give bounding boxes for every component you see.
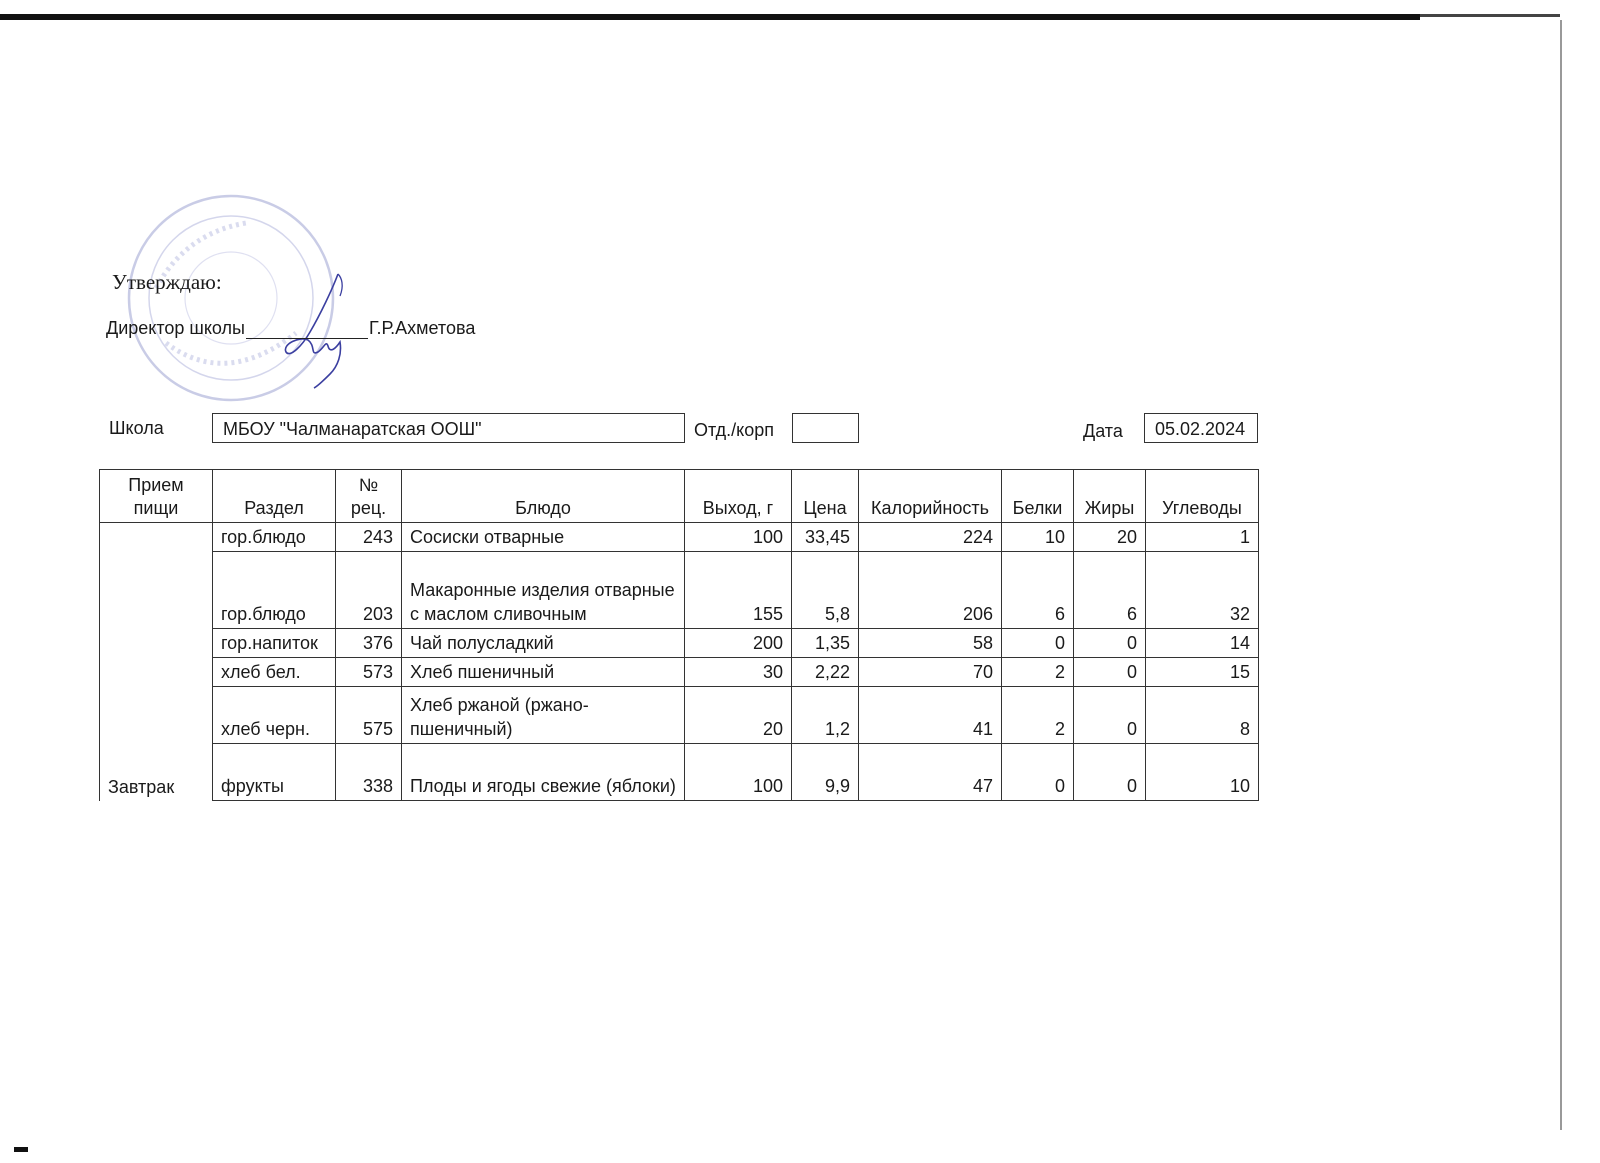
price-cell: 1,2: [792, 687, 859, 744]
price-cell: 2,22: [792, 658, 859, 687]
dish-cell: Сосиски отварные: [402, 523, 685, 552]
table-row: [100, 658, 1259, 687]
recipe-cell: 243: [336, 523, 402, 552]
table-row: [100, 523, 1259, 552]
recipe-cell: 338: [336, 744, 402, 801]
section-cell: гор.напиток: [213, 629, 336, 658]
proteins-cell: 10: [1002, 523, 1074, 552]
dish-cell: Хлеб ржаной (ржано-пшеничный): [402, 687, 685, 744]
director-name: Г.Р.Ахметова: [368, 318, 476, 338]
school-field: МБОУ "Чалманаратская ООШ": [212, 413, 685, 443]
col-carbs: Углеводы: [1146, 470, 1259, 523]
calories-cell: 47: [859, 744, 1002, 801]
carbs-cell: 1: [1146, 523, 1259, 552]
col-recipe: № рец.: [336, 470, 402, 523]
col-dish: Блюдо: [402, 470, 685, 523]
proteins-cell: 0: [1002, 629, 1074, 658]
recipe-cell: 575: [336, 687, 402, 744]
section-cell: гор.блюдо: [213, 523, 336, 552]
output-cell: 100: [685, 744, 792, 801]
col-output: Выход, г: [685, 470, 792, 523]
fats-cell: 0: [1074, 744, 1146, 801]
dish-cell: Макаронные изделия отварные с маслом сливочным: [402, 552, 685, 629]
section-cell: фрукты: [213, 744, 336, 801]
carbs-cell: 14: [1146, 629, 1259, 658]
section-cell: гор.блюдо: [213, 552, 336, 629]
col-calories: Калорийность: [859, 470, 1002, 523]
output-cell: 155: [685, 552, 792, 629]
calories-cell: 58: [859, 629, 1002, 658]
col-fats: Жиры: [1074, 470, 1146, 523]
carbs-cell: 10: [1146, 744, 1259, 801]
scan-mark: [14, 1147, 28, 1152]
section-cell: хлеб бел.: [213, 658, 336, 687]
table-row: [100, 744, 1259, 801]
calories-cell: 224: [859, 523, 1002, 552]
director-line: [106, 318, 475, 339]
scan-edge-right: [1560, 20, 1562, 1130]
fats-cell: 0: [1074, 629, 1146, 658]
fats-cell: 0: [1074, 658, 1146, 687]
carbs-cell: 8: [1146, 687, 1259, 744]
fats-cell: 6: [1074, 552, 1146, 629]
fats-cell: 20: [1074, 523, 1146, 552]
date-field: 05.02.2024: [1144, 413, 1258, 443]
carbs-cell: 32: [1146, 552, 1259, 629]
table-header-row: [100, 470, 1259, 523]
menu-table: [99, 469, 1259, 801]
signature-line: [246, 320, 368, 339]
director-label: Директор школы: [106, 318, 245, 338]
table-row: [100, 629, 1259, 658]
approve-label: Утверждаю:: [112, 270, 222, 294]
col-section: Раздел: [213, 470, 336, 523]
calories-cell: 206: [859, 552, 1002, 629]
calories-cell: 70: [859, 658, 1002, 687]
carbs-cell: 15: [1146, 658, 1259, 687]
scan-edge-top-right: [1420, 14, 1560, 17]
table-row: [100, 687, 1259, 744]
proteins-cell: 2: [1002, 687, 1074, 744]
output-cell: 20: [685, 687, 792, 744]
calories-cell: 41: [859, 687, 1002, 744]
proteins-cell: 0: [1002, 744, 1074, 801]
price-cell: 9,9: [792, 744, 859, 801]
section-cell: хлеб черн.: [213, 687, 336, 744]
recipe-cell: 573: [336, 658, 402, 687]
dept-label: Отд./корп: [694, 420, 774, 440]
price-cell: 5,8: [792, 552, 859, 629]
date-label: Дата: [1083, 421, 1123, 441]
price-cell: 1,35: [792, 629, 859, 658]
dish-cell: Чай полусладкий: [402, 629, 685, 658]
col-proteins: Белки: [1002, 470, 1074, 523]
fats-cell: 0: [1074, 687, 1146, 744]
col-meal: Прием пищи: [100, 470, 213, 523]
output-cell: 200: [685, 629, 792, 658]
output-cell: 100: [685, 523, 792, 552]
price-cell: 33,45: [792, 523, 859, 552]
dish-cell: Плоды и ягоды свежие (яблоки): [402, 744, 685, 801]
table-row: [100, 552, 1259, 629]
dept-field: [792, 413, 859, 443]
meal-cell: Завтрак: [100, 523, 213, 801]
dish-cell: Хлеб пшеничный: [402, 658, 685, 687]
col-price: Цена: [792, 470, 859, 523]
proteins-cell: 2: [1002, 658, 1074, 687]
output-cell: 30: [685, 658, 792, 687]
scan-edge-top: [0, 14, 1420, 20]
school-label: Школа: [109, 418, 164, 438]
proteins-cell: 6: [1002, 552, 1074, 629]
recipe-cell: 376: [336, 629, 402, 658]
recipe-cell: 203: [336, 552, 402, 629]
